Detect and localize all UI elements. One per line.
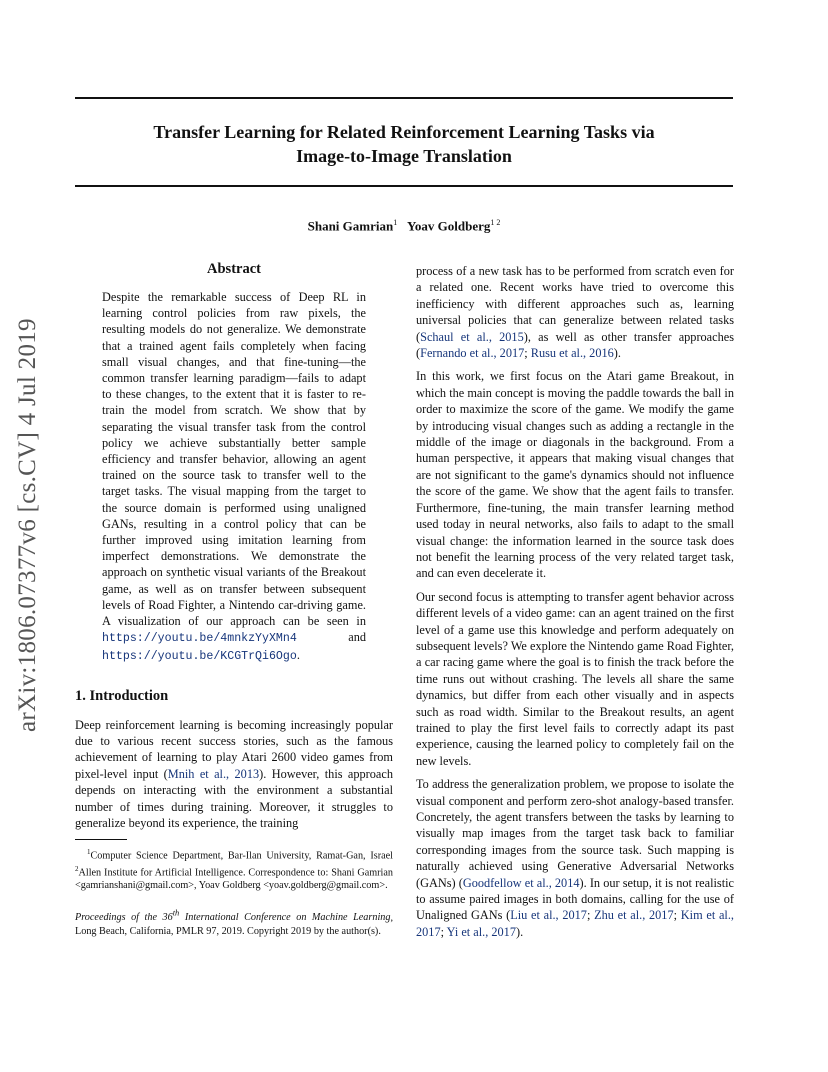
author-name: Yoav Goldberg	[406, 218, 491, 234]
paper-title	[75, 120, 733, 168]
citation-separator: ;	[673, 908, 681, 923]
title-bottom-rule	[75, 185, 733, 187]
paragraph-text: Deep reinforcement learning is becoming increasingly popular due to various recent success stories, such as the famous achievement of learning to play Atari 2600 video games from pixel-level input (	[75, 717, 393, 781]
footnote-mark: 1	[87, 847, 91, 856]
footnote-text: Allen Institute for Artificial Intelligence. Correspondence to: Shani Gamrian <gamrianshani@gmail.com>, Yoav Goldberg <yoav.goldberg@gmail.com>.	[75, 866, 393, 892]
citation-link[interactable]: Zhu et al., 2017	[594, 908, 674, 923]
paragraph-text: ). However, this approach depends on interacting with the environment a substantial number of times during training. Moreover, it struggles to generalize beyond its experience, the training	[75, 766, 393, 831]
right-column	[416, 263, 734, 947]
citation-link[interactable]: Schaul et al., 2015	[420, 329, 524, 344]
footnote-rule	[75, 839, 127, 840]
title-line-1: Transfer Learning for Related Reinforcement Learning Tasks via	[153, 122, 655, 142]
citation-separator: ;	[524, 346, 531, 361]
abstract-end: .	[296, 648, 300, 663]
proceedings-text: , Long Beach, California, PMLR 97, 2019. Copyright 2019 by the author(s).	[75, 912, 394, 938]
abstract-text: Despite the remarkable success of Deep RL in learning control policies from raw pixels, the resulting models do not generalize. We demonstrate that a trained agent fails completely when facing small visual changes, and that fine-tuning—the common transfer learning paradigm—fails to adapt to these changes, to the extent that it is faster to re-train the model from scratch. We show that by separating the visual transfer task from the control policy we achieve substantially better sample efficiency and transfer behavior, allowing an agent trained on the source task to transfer well to the target tasks. The visual mapping from the target to the source domain is performed using unaligned GANs, resulting in a control policy that can be further improved using imitation learning from imperfect demonstrations. We demonstrate the approach on synthetic visual variants of the Breakout game, as well as on transfer between subsequent levels of Road Fighter, a Nintendo car-driving game. A visualization of our approach can be seen in	[102, 290, 366, 629]
video-link-2[interactable]: https://youtu.be/KCGTrQi6Ogo	[102, 650, 297, 664]
intro-paragraph-3: In this work, we first focus on the Atari game Breakout, in which the main concept is moving the paddle towards the ball in order to maximize the score of the game. We modify the game by introducing visual changes such as adding a rectangle in the middle of the image or diagonals in the background. From a human perspective, it appears that making visual changes that are not significant to the game's dynamics should not influence the score of the game. We show that the agent fails to transfer. Furthermore, fine-tuning, the main transfer learning method used today in neural networks, also fails to adapt to the small visual change: the information learned in the source task does not benefit the learning process of the very related target task, and can even decelerate it.	[416, 369, 734, 581]
citation-separator: ;	[586, 908, 595, 923]
arxiv-identifier: arXiv:1806.07377v6 [cs.CV] 4 Jul 2019	[14, 318, 41, 732]
abstract-body	[102, 289, 366, 666]
footnote-mark: 2	[75, 864, 79, 873]
author-affiliation-mark: 1 2	[490, 218, 501, 227]
paragraph-text: ), as well as other transfer approaches (	[416, 329, 734, 361]
proceedings-ordinal: th	[172, 908, 180, 919]
affiliation-footnote	[75, 846, 393, 894]
author-list	[75, 215, 733, 234]
citation-link[interactable]: Liu et al., 2017	[510, 908, 587, 923]
paragraph-text: process of a new task has to be performed from scratch even for a related one. Recent works have tried to overcome this inefficiency with different approaches such as, learning universal policies that can generalize between related tasks (	[416, 264, 734, 344]
proceedings-text: Proceedings of the 36	[75, 912, 173, 924]
proceedings-text: International Conference on Machine Learning	[179, 912, 391, 924]
title-line-2: Image-to-Image Translation	[296, 146, 512, 166]
intro-paragraph-5	[416, 776, 734, 940]
citation-link[interactable]: Goodfellow et al., 2014	[462, 875, 580, 890]
intro-paragraph-4: Our second focus is attempting to transfer agent behavior across different levels of a video game: can an agent trained on the first level of a game use this knowledge and perform adequately on subsequent levels? We explore the Nintendo game Road Fighter, a car racing game where the goal is to finish the track before the time runs out without crashing. The levels all share the same dynamics, but differ from each other visually and in aspects such as road width. Similar to the Breakout results, an agent trained to play the first level fails to correctly adapt its past experience, causing the learned policy to completely fail on the new levels.	[416, 589, 734, 768]
abstract-heading: Abstract	[207, 261, 261, 277]
intro-paragraph-1	[75, 717, 393, 832]
top-rule	[75, 97, 733, 99]
citation-link[interactable]: Rusu et al., 2016	[530, 346, 614, 361]
paragraph-text: To address the generalization problem, we propose to isolate the visual component and perform zero-shot analogy-based transfer. Concretely, the agent transfers between the tasks by learning to visually map images from the target task back to familiar corresponding images from the source task. Such mapping is naturally achieved using Generative Adversarial Networks (GANs) (	[416, 777, 734, 890]
video-link-1[interactable]: https://youtu.be/4mnkzYyXMn4	[102, 632, 297, 646]
abstract-conjunction: and	[348, 630, 366, 645]
citation-link[interactable]: Mnih et al., 2013	[167, 766, 260, 781]
author-name: Shani Gamrian	[307, 218, 394, 234]
proceedings-note	[75, 907, 393, 939]
citation-separator: ;	[440, 924, 447, 939]
paragraph-text: ).	[613, 346, 621, 361]
author-affiliation-mark: 1	[393, 218, 398, 227]
footnote-text: Computer Science Department, Bar-Ilan University, Ramat-Gan, Israel	[90, 849, 393, 861]
paragraph-text: ). In our setup, it is not realistic to assume paired images in both domains, calling for the use of Unaligned GANs (	[416, 875, 734, 923]
paragraph-text: ).	[515, 924, 524, 939]
left-column	[75, 260, 393, 939]
citation-link[interactable]: Yi et al., 2017	[446, 924, 516, 939]
section-heading-introduction: 1. Introduction	[75, 687, 169, 704]
citation-link[interactable]: Fernando et al., 2017	[420, 346, 525, 361]
citation-link[interactable]: Kim et al., 2017	[416, 908, 734, 939]
intro-paragraph-2	[416, 263, 734, 361]
